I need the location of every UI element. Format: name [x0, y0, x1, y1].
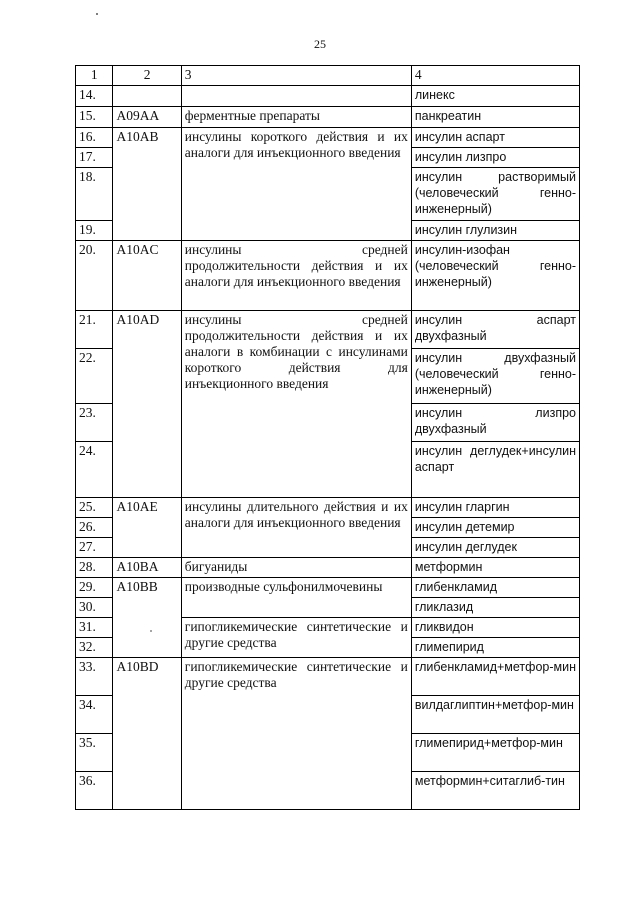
drug-name: инсулин-изофан (человеческий генно-инженерный) — [411, 241, 579, 311]
drug-name: инсулин аспарт — [411, 128, 579, 148]
drug-name: инсулин глулизин — [411, 221, 579, 241]
row-number: 20. — [76, 241, 113, 311]
group-name: бигуаниды — [181, 558, 411, 578]
drug-name: инсулин двухфазный (человеческий генно-инженерный) — [411, 349, 579, 404]
drug-name: инсулин лизпро — [411, 148, 579, 168]
atc-code: A09AA — [113, 107, 181, 128]
row-number: 16. — [76, 128, 113, 148]
row-number: 26. — [76, 518, 113, 538]
row-number: 35. — [76, 734, 113, 772]
group-name: гипогликемические синтетические и другие средства — [181, 618, 411, 658]
table-row — [76, 107, 580, 128]
group-name: инсулины средней продолжительности действия и их аналоги в комбинации с инсулинами короткого действия для инъекционного введения — [181, 311, 411, 498]
row-number: 22. — [76, 349, 113, 404]
table-header-row — [76, 66, 580, 86]
table-row — [76, 658, 580, 696]
atc-code: A10AD — [113, 311, 181, 498]
row-number: 32. — [76, 638, 113, 658]
drug-name: глимепирид+метфор-мин — [411, 734, 579, 772]
atc-code: A10BA — [113, 558, 181, 578]
atc-code: A10AB — [113, 128, 181, 241]
row-number: 27. — [76, 538, 113, 558]
row-number: 36. — [76, 772, 113, 810]
group-name: инсулины средней продолжительности действия и их аналоги для инъекционного введения — [181, 241, 411, 311]
drug-name: глимепирид — [411, 638, 579, 658]
column-header: 3 — [181, 66, 411, 86]
drug-name: инсулин лизпро двухфазный — [411, 404, 579, 442]
drug-name: инсулин растворимый (человеческий генно-инженерный) — [411, 168, 579, 221]
drug-name: глибенкламид+метфор-мин — [411, 658, 579, 696]
row-number: 17. — [76, 148, 113, 168]
row-number: 29. — [76, 578, 113, 598]
drug-name: вилдаглиптин+метфор-мин — [411, 696, 579, 734]
group-name: инсулины короткого действия и их аналоги для инъекционного введения — [181, 128, 411, 241]
row-number: 33. — [76, 658, 113, 696]
row-number: 24. — [76, 442, 113, 498]
table-row — [76, 311, 580, 349]
drug-name: гликвидон — [411, 618, 579, 638]
group-name: инсулины длительного действия и их аналоги для инъекционного введения — [181, 498, 411, 558]
drug-name: инсулин аспарт двухфазный — [411, 311, 579, 349]
atc-code: A10BD — [113, 658, 181, 810]
atc-code: A10AE — [113, 498, 181, 558]
table-row — [76, 241, 580, 311]
page-number: 25 — [314, 37, 326, 51]
column-header: 1 — [76, 66, 113, 86]
group-name: производные сульфонилмочевины — [181, 578, 411, 618]
group-name — [181, 86, 411, 107]
drug-name: гликлазид — [411, 598, 579, 618]
row-number: 19. — [76, 221, 113, 241]
row-number: 15. — [76, 107, 113, 128]
drug-name: инсулин детемир — [411, 518, 579, 538]
drug-name: панкреатин — [411, 107, 579, 128]
drug-name: инсулин деглудек+инсулин аспарт — [411, 442, 579, 498]
drug-name: инсулин гларгин — [411, 498, 579, 518]
group-name: ферментные препараты — [181, 107, 411, 128]
drug-name: глибенкламид — [411, 578, 579, 598]
row-number: 23. — [76, 404, 113, 442]
table-row — [76, 128, 580, 148]
table-row — [76, 498, 580, 518]
group-name: гипогликемические синтетические и другие средства — [181, 658, 411, 810]
row-number: 34. — [76, 696, 113, 734]
drug-table — [75, 65, 580, 810]
row-number: 25. — [76, 498, 113, 518]
drug-name: метформин — [411, 558, 579, 578]
column-header: 4 — [411, 66, 579, 86]
atc-code: A10AC — [113, 241, 181, 311]
atc-code: A10BB — [113, 578, 181, 658]
scan-speck — [96, 13, 98, 15]
table-row — [76, 558, 580, 578]
table-row — [76, 86, 580, 107]
drug-name: метформин+ситаглиб-тин — [411, 772, 579, 810]
column-header: 2 — [113, 66, 181, 86]
row-number: 21. — [76, 311, 113, 349]
row-number: 18. — [76, 168, 113, 221]
row-number: 14. — [76, 86, 113, 107]
row-number: 31. — [76, 618, 113, 638]
atc-code — [113, 86, 181, 107]
drug-name: линекс — [411, 86, 579, 107]
row-number: 30. — [76, 598, 113, 618]
table-row — [76, 578, 580, 598]
row-number: 28. — [76, 558, 113, 578]
drug-name: инсулин деглудек — [411, 538, 579, 558]
